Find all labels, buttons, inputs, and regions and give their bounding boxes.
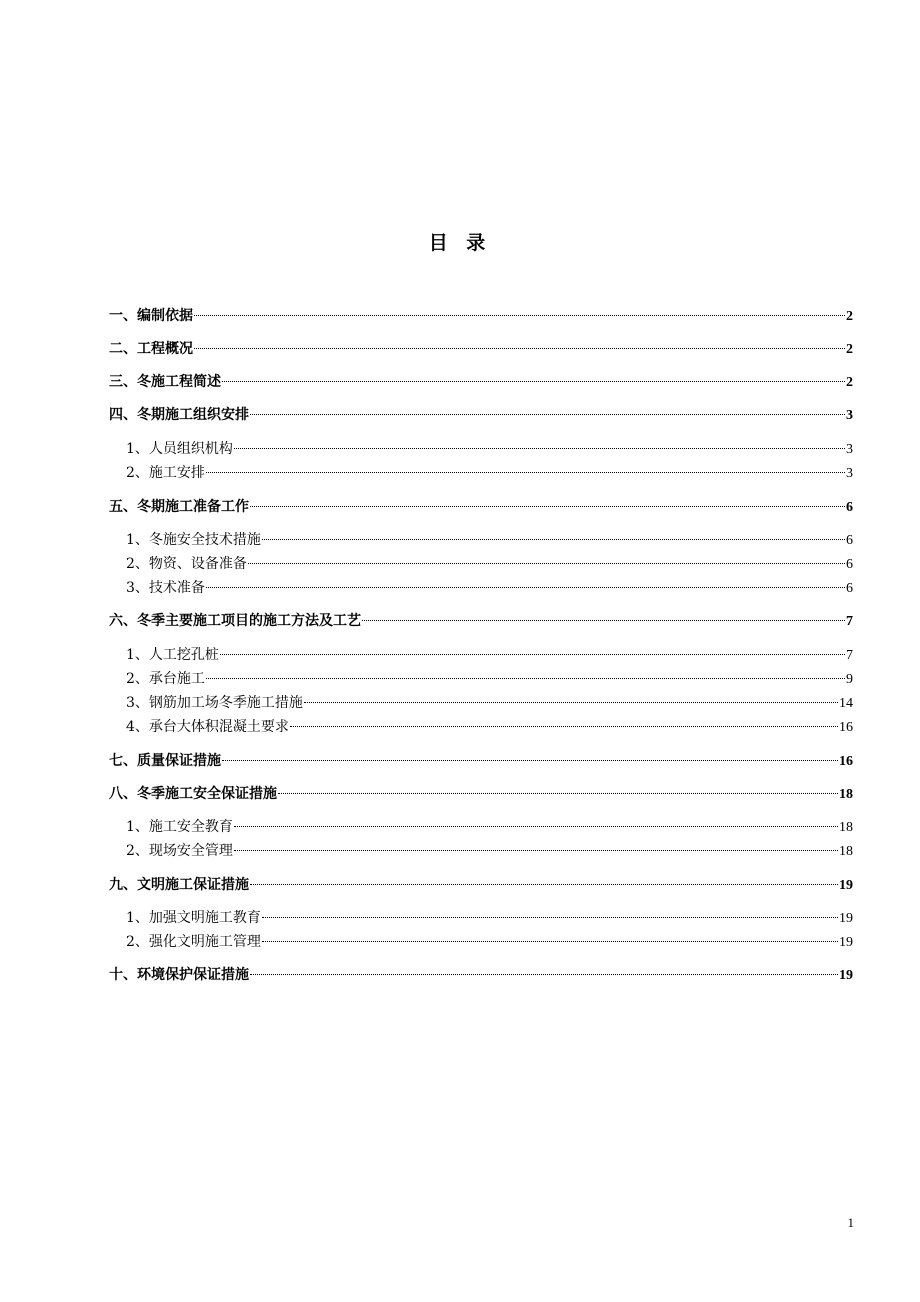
toc-leader-dots	[262, 902, 838, 922]
toc-subentry[interactable]	[126, 711, 853, 735]
toc-entry-title: 2、承台施工	[126, 671, 205, 687]
toc-entry-title: 十、环境保护保证措施	[109, 967, 249, 983]
toc-leader-dots	[278, 778, 838, 798]
toc-entry[interactable]	[109, 333, 853, 357]
toc-entry-title: 3、技术准备	[126, 580, 205, 596]
toc-entry-title: 三、冬施工程简述	[109, 374, 221, 390]
toc-leader-dots	[304, 687, 838, 707]
toc-entry[interactable]	[109, 491, 853, 515]
toc-entry-title: 九、文明施工保证措施	[109, 877, 249, 893]
toc-entry-title: 4、承台大体积混凝土要求	[126, 719, 289, 735]
toc-entry-page: 6	[846, 533, 853, 548]
toc-entry-page: 3	[846, 466, 853, 481]
toc-entry-page: 19	[839, 911, 853, 926]
toc-entry-title: 一、编制依据	[109, 308, 193, 324]
toc-subentry[interactable]	[126, 548, 853, 572]
toc-entry-title: 1、冬施安全技术措施	[126, 532, 261, 548]
toc-entry-title: 2、物资、设备准备	[126, 556, 247, 572]
toc-subentry[interactable]	[126, 457, 853, 481]
toc-leader-dots	[262, 524, 845, 544]
toc-subentry[interactable]	[126, 687, 853, 711]
toc-entry-title: 八、冬季施工安全保证措施	[109, 786, 277, 802]
toc-subentry[interactable]	[126, 811, 853, 835]
toc-entry-page: 3	[846, 408, 853, 423]
toc-subentry[interactable]	[126, 663, 853, 687]
toc-entry-title: 3、钢筋加工场冬季施工措施	[126, 695, 303, 711]
toc-entry-title: 1、施工安全教育	[126, 819, 233, 835]
toc-entry-title: 六、冬季主要施工项目的施工方法及工艺	[109, 613, 361, 629]
toc-entry-page: 3	[846, 442, 853, 457]
toc-leader-dots	[206, 663, 845, 683]
toc-entry-title: 2、施工安排	[126, 465, 205, 481]
toc-leader-dots	[362, 605, 845, 625]
toc-entry-page: 19	[839, 935, 853, 950]
toc-subentry[interactable]	[126, 433, 853, 457]
toc-entry[interactable]	[109, 745, 853, 769]
toc-subentry[interactable]	[126, 639, 853, 663]
toc-entry-page: 6	[846, 500, 853, 515]
toc-entry[interactable]	[109, 399, 853, 423]
toc-entry-page: 6	[846, 557, 853, 572]
toc-subentry[interactable]	[126, 835, 853, 859]
toc-entry-page: 7	[846, 648, 853, 663]
toc-leader-dots	[220, 639, 845, 659]
page-number: 1	[847, 1215, 854, 1230]
toc-subentry[interactable]	[126, 926, 853, 950]
toc-leader-dots	[222, 366, 845, 386]
toc-leader-dots	[250, 399, 845, 419]
toc-entry-title: 二、工程概况	[109, 341, 193, 357]
toc-entry-page: 16	[839, 720, 853, 735]
toc-leader-dots	[290, 711, 838, 731]
toc-entry-title: 五、冬期施工准备工作	[109, 499, 249, 515]
toc-leader-dots	[250, 491, 845, 511]
toc-entry[interactable]	[109, 366, 853, 390]
toc-entry-title: 2、强化文明施工管理	[126, 934, 261, 950]
toc-entry-page: 16	[839, 754, 853, 769]
toc-leader-dots	[194, 333, 845, 353]
toc-entry-title: 1、加强文明施工教育	[126, 910, 261, 926]
toc-leader-dots	[222, 745, 838, 765]
toc-leader-dots	[206, 457, 845, 477]
toc-entry-page: 2	[846, 375, 853, 390]
toc-entry-page: 19	[839, 878, 853, 893]
toc-entry-title: 1、人工挖孔桩	[126, 647, 219, 663]
toc-title: 目 录	[428, 232, 492, 254]
toc-leader-dots	[194, 300, 845, 320]
toc-entry-title: 四、冬期施工组织安排	[109, 407, 249, 423]
toc-entry-page: 2	[846, 342, 853, 357]
toc-leader-dots	[234, 433, 845, 453]
toc-entry[interactable]	[109, 300, 853, 324]
toc-entry-page: 19	[839, 968, 853, 983]
toc-entry[interactable]	[109, 778, 853, 802]
toc-leader-dots	[248, 548, 845, 568]
toc-entry-page: 18	[839, 787, 853, 802]
toc-entry-page: 18	[839, 820, 853, 835]
toc-entry-title: 1、人员组织机构	[126, 441, 233, 457]
toc-leader-dots	[250, 959, 838, 979]
toc-leader-dots	[262, 926, 838, 946]
toc-entry-page: 14	[839, 696, 853, 711]
toc-entry-page: 2	[846, 309, 853, 324]
toc-entry-title: 2、现场安全管理	[126, 843, 233, 859]
toc-entry-page: 6	[846, 581, 853, 596]
toc-subentry[interactable]	[126, 524, 853, 548]
toc-entry-page: 18	[839, 844, 853, 859]
toc-entry-page: 7	[846, 614, 853, 629]
toc-leader-dots	[234, 835, 838, 855]
toc-leader-dots	[250, 869, 838, 889]
toc-entry[interactable]	[109, 959, 853, 983]
toc-subentry[interactable]	[126, 572, 853, 596]
toc-entry-page: 9	[846, 672, 853, 687]
toc-leader-dots	[206, 572, 845, 592]
toc-entry[interactable]	[109, 605, 853, 629]
toc-entry-title: 七、质量保证措施	[109, 753, 221, 769]
toc-leader-dots	[234, 811, 838, 831]
toc-subentry[interactable]	[126, 902, 853, 926]
toc-entry[interactable]	[109, 869, 853, 893]
